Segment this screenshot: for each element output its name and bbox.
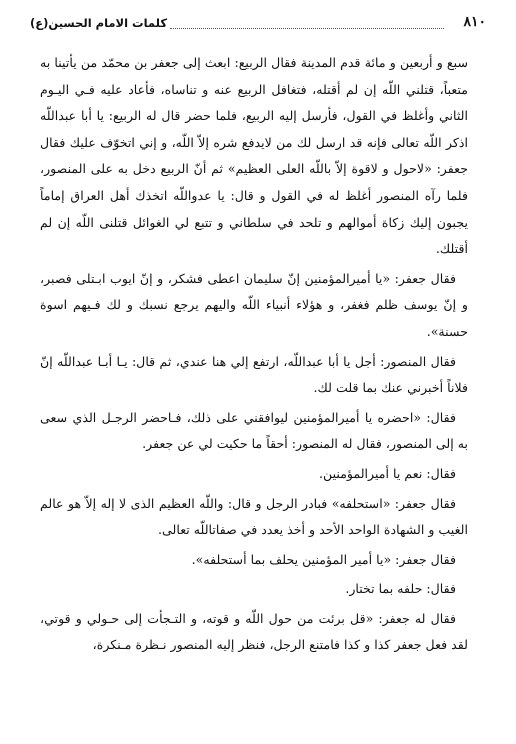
paragraph-6: فقال جعفر: «استحلفه» فبادر الرجل و قال: واللّه العظيم الذى لا إله إلاّ هو عالم الغيب و الشهادة الواحد الأحد و أخذ يعدد في صفاتاللّه تعالى. (40, 495, 468, 538)
page-body (40, 50, 468, 662)
paragraph-3: فقال المنصور: أجل يا أبا عبداللّه، ارتفع إلي هنا عندي، ثم قال: يـا أبـا عبداللّه إنّ فلاناً أخبرني عنك بما قلت لك. (40, 353, 468, 396)
paragraph-5: فقال: نعم يا أميرالمؤمنين. (319, 465, 456, 481)
paragraph-9: فقال له جعفر: «قل برئت من حول اللّه و قوته، و التـجأت إلى حـولي و قوتي، لقد فعل جعفر كذا و كذا فامتنع الرجل، فنظر إليه المنصور نـظرة مـنكرة، (40, 610, 468, 653)
paragraph-4: فقال: «احضره يا أميرالمؤمنين ليوافقني على ذلك، فـاحضر الرجـل الذي سعى به إلى المنصور، فقال له المنصور: أحقاً ما حكيت لي عن جعفر. (40, 409, 468, 452)
paragraph-2: فقال جعفر: «يا أميرالمؤمنين إنّ سليمان اعطى فشكر، و إنّ ايوب ابـتلى فصبر، و إنّ يوسف ظلم فغفر، و هؤلاء أنبياء اللّه واليهم يرجع نسبك و لك فـيهم اسوة حسنة». (40, 270, 468, 339)
header-dotted-leader (170, 28, 444, 29)
running-title: كلمات الامام الحسين(ع) (30, 16, 168, 30)
paragraph-7: فقال جعفر: «يا أمير المؤمنين يحلف بما أستحلفه». (191, 551, 456, 567)
page-header (30, 14, 486, 38)
page-number: ٨١٠ (463, 14, 486, 30)
paragraph-8: فقال: حلفه بما تختار. (345, 581, 456, 597)
paragraph-1: سبع و أربعين و مائة قدم المدينة فقال الربيع: ابعث إلى جعفر بن محمّد من يأتينا به متعباً، قتلني اللّه إن لم أقتله، فتغافل الربيع عنه و تناساه، فأعاد عليه فـي اليـوم الثاني وأغلظ في القول، فأرسل إليه الربيع، فلما حضر قال له الربيع: يا أبا عبداللّه اذكر اللّه تعالى فإنه قد ارسل لك من لايدفع شره إلاّ اللّه، و إني اتخوّف عليك فقال جعفر: «لاحول و لاقوة إلاّ باللّه العلى العظيم» ثم أنّ الربيع دخل به على المنصور، فلما رآه المنصور أغلظ له في القول و قال: يا عدواللّه اتخذك أهل العراق إماماً يجبون إليك زكاة أموالهم و تلحد في سلطاني و تتبع لي الغوائل قتلنى اللّه إن لم أقتلك. (40, 55, 468, 257)
